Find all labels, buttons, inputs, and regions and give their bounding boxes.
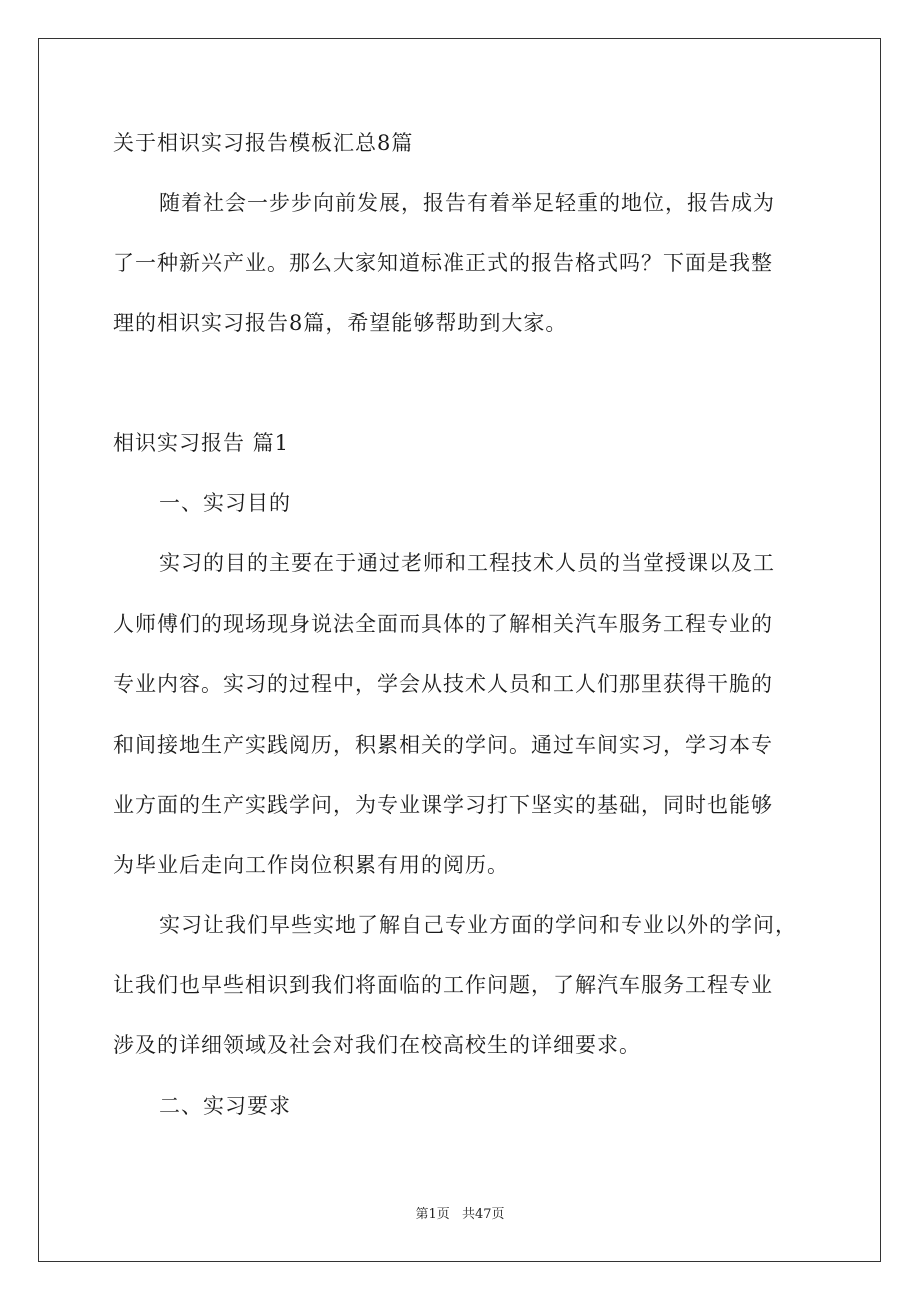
subheading-purpose: 一、实习目的 <box>159 491 291 515</box>
paragraph-line: 专业内容。实习的过程中，学会从技术人员和工人们那里获得干脆的 <box>113 672 773 696</box>
page-footer <box>0 1207 920 1223</box>
document-title: 关于相识实习报告模板汇总8篇 <box>113 131 414 155</box>
paragraph-line: 实习的目的主要在于通过老师和工程技术人员的当堂授课以及工 <box>159 551 775 575</box>
page-number: 第1页 <box>415 1207 450 1222</box>
paragraph-line: 业方面的生产实践学问，为专业课学习打下坚实的基础，同时也能够 <box>113 793 773 817</box>
paragraph-line: 为毕业后走向工作岗位积累有用的阅历。 <box>113 853 509 877</box>
intro-line: 随着社会一步步向前发展，报告有着举足轻重的地位，报告成为 <box>159 191 775 215</box>
paragraph-line: 让我们也早些相识到我们将面临的工作问题，了解汽车服务工程专业 <box>113 973 773 997</box>
paragraph-line: 实习让我们早些实地了解自己专业方面的学问和专业以外的学问， <box>159 913 797 937</box>
page-border <box>38 38 881 1262</box>
total-pages: 共47页 <box>461 1207 505 1222</box>
intro-line: 理的相识实习报告8篇，希望能够帮助到大家。 <box>113 311 568 335</box>
section-heading: 相识实习报告 篇1 <box>113 431 290 455</box>
paragraph-line: 人师傅们的现场现身说法全面而具体的了解相关汽车服务工程专业的 <box>113 612 773 636</box>
intro-line: 了一种新兴产业。那么大家知道标准正式的报告格式吗？下面是我整 <box>113 251 773 275</box>
paragraph-line: 和间接地生产实践阅历，积累相关的学问。通过车间实习，学习本专 <box>113 733 773 757</box>
subheading-requirements: 二、实习要求 <box>159 1094 291 1118</box>
paragraph-line: 涉及的详细领域及社会对我们在校高校生的详细要求。 <box>113 1033 641 1057</box>
